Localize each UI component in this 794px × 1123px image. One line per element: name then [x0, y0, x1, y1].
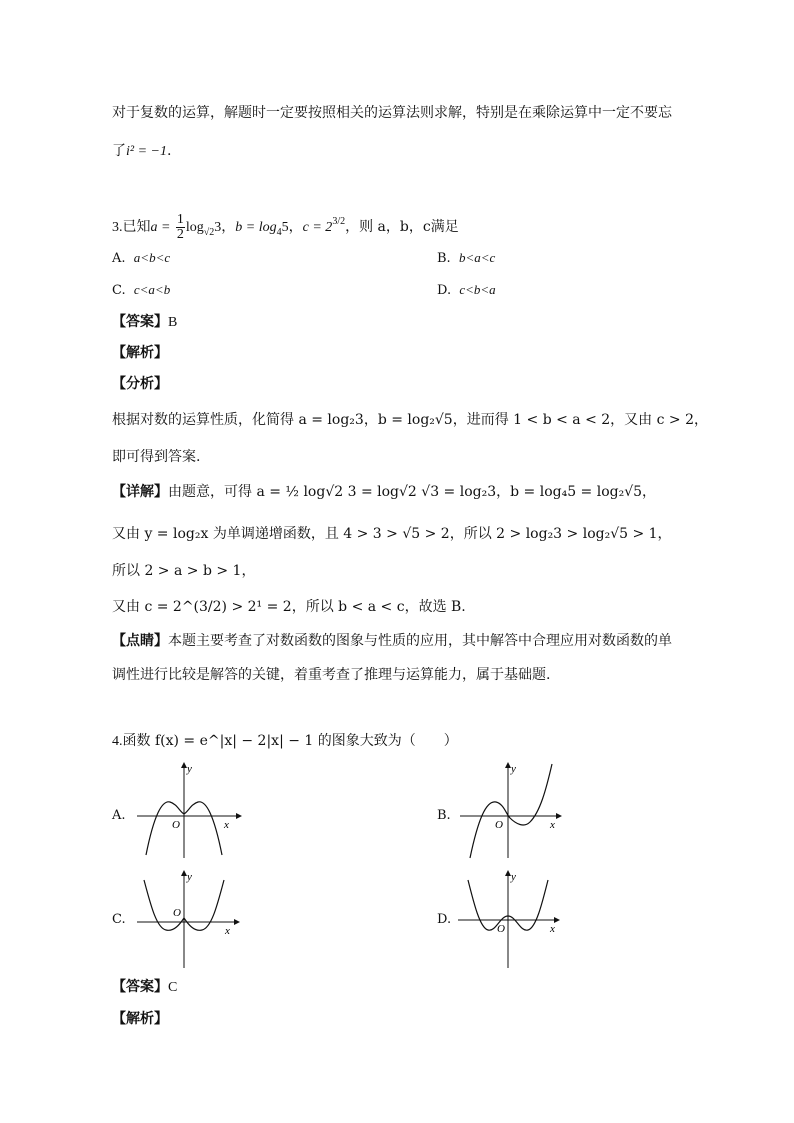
q3-fenxi-line-2: 即可得到答案.	[112, 449, 201, 465]
comment-text: 本题主要考查了对数函数的图象与性质的应用，其中解答中合理应用对数函数的单	[168, 633, 672, 649]
origin-label: O	[495, 819, 503, 831]
q4-graph-a	[132, 760, 242, 860]
answer-tag: 【答案】	[112, 979, 168, 995]
q3-fenxi-tag: 【分析】	[112, 376, 168, 392]
answer-value: C	[168, 980, 178, 995]
q4-option-b[interactable]: B.	[437, 808, 451, 823]
q4-stem	[112, 731, 458, 752]
x-arrow-icon	[554, 917, 560, 923]
q3-detail-line-1	[112, 482, 656, 502]
q4-stem-text: 函数 f(x) = e^|x| − 2|x| − 1 的图象大致为（ ）	[122, 733, 458, 749]
q3-number: 3.	[112, 220, 123, 235]
q3-b-eq: b = log	[235, 220, 277, 235]
x-label: x	[224, 819, 229, 831]
option-text: a<b<c	[133, 250, 171, 265]
comment-tag: 【点睛】	[112, 633, 168, 649]
q3-detail-line-4: 又由 c = 2^(3/2) > 2¹ = 2，所以 b < a < c，故选 B.	[112, 599, 466, 615]
q3-stem	[112, 207, 459, 248]
q3-fraction	[176, 213, 185, 242]
origin-label: O	[497, 923, 505, 935]
q3-comment-line-1	[112, 631, 672, 651]
detail-tag: 【详解】	[112, 484, 168, 500]
q3-answer	[112, 312, 177, 333]
q3-comment-line-2: 调性进行比较是解答的关键，着重考查了推理与运算能力，属于基础题.	[112, 667, 551, 683]
x-arrow-icon	[236, 813, 242, 819]
q4-option-c[interactable]: C.	[112, 912, 126, 927]
q3-detail-line-3: 所以 2 > a > b > 1，	[112, 563, 256, 579]
x-label: x	[550, 923, 555, 935]
y-label: y	[511, 871, 516, 883]
q3-option-b[interactable]	[437, 249, 495, 268]
y-label: y	[511, 763, 516, 775]
option-text: c<a<b	[133, 282, 171, 297]
q3-log-b-base: 4	[276, 227, 282, 238]
option-label: D.	[437, 283, 452, 298]
option-label: C.	[112, 283, 126, 298]
q3-log-b-arg: 5	[281, 220, 289, 235]
origin-label: O	[173, 907, 181, 919]
option-text: c<b<a	[459, 282, 496, 297]
sep: ，	[221, 219, 236, 235]
intro-math: i² = −1	[126, 144, 167, 159]
y-label: y	[187, 871, 192, 883]
answer-value: B	[168, 315, 178, 330]
q4-analysis-tag: 【解析】	[112, 1011, 168, 1027]
x-arrow-icon	[556, 813, 562, 819]
q3-fenxi-line-1: 根据对数的运算性质，化简得 a = log₂3，b = log₂√5，进而得 1 < b < a < 2，又由 c > 2，	[112, 412, 709, 428]
q3-option-a[interactable]	[112, 249, 170, 268]
frac-denominator: 2	[176, 226, 184, 242]
option-label: B.	[437, 251, 451, 266]
q3-a-eq: a =	[150, 220, 171, 235]
curve	[470, 764, 552, 858]
option-text: b<a<c	[458, 250, 496, 265]
q4-graph-d	[456, 868, 566, 970]
q3-suffix: ，则 a，b，c满足	[345, 219, 459, 235]
x-arrow-icon	[234, 919, 240, 925]
answer-tag: 【答案】	[112, 314, 168, 330]
q3-c-eq: c = 2	[302, 220, 333, 235]
x-label: x	[550, 819, 555, 831]
intro-line-2	[112, 141, 171, 162]
q3-log-arg: 3	[214, 220, 222, 235]
sep: ，	[288, 219, 303, 235]
frac-numerator: 1	[176, 211, 184, 227]
intro-text: 了	[112, 143, 126, 159]
q3-option-c[interactable]	[112, 281, 170, 300]
q4-number: 4.	[112, 734, 123, 749]
intro-period: .	[166, 143, 172, 159]
q4-option-a[interactable]: A.	[112, 808, 126, 823]
q3-c-exp: 3/2	[332, 216, 346, 227]
q4-option-d[interactable]: D.	[437, 912, 452, 927]
detail-text: 由题意，可得 a = ½ log√2 3 = log√2 √3 = log₂3，b = log₄5 = log₂√5，	[168, 484, 657, 500]
x-label: x	[225, 925, 230, 937]
q4-graph-b	[458, 760, 568, 860]
q3-prefix: 已知	[122, 219, 151, 235]
q4-graph-c	[132, 868, 242, 970]
intro-line-1: 对于复数的运算，解题时一定要按照相关的运算法则求解，特别是在乘除运算中一定不要忘	[112, 105, 672, 121]
q3-analysis-tag: 【解析】	[112, 345, 168, 361]
y-label: y	[187, 763, 192, 775]
q3-log: log	[185, 220, 204, 235]
option-label: A.	[112, 251, 126, 266]
q4-answer	[112, 977, 177, 998]
q3-detail-line-2: 又由 y = log₂x 为单调递增函数，且 4 > 3 > √5 > 2，所以 2 > log₂3 > log₂√5 > 1，	[112, 526, 672, 542]
q3-log-base: √2	[203, 227, 215, 238]
origin-label: O	[172, 819, 180, 831]
q3-option-d[interactable]	[437, 281, 496, 300]
